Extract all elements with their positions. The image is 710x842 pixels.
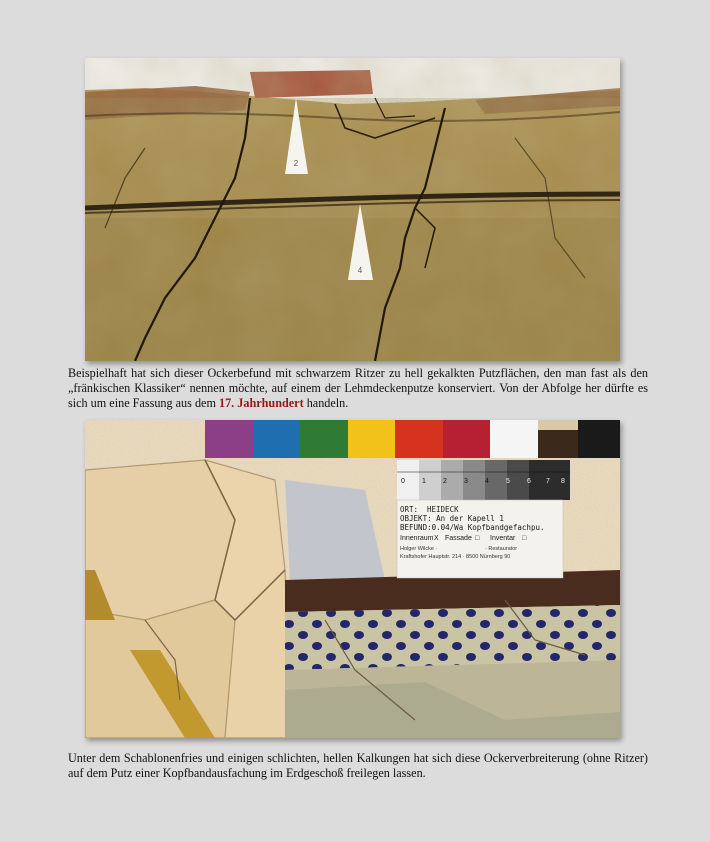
caption1-text-end: handeln.: [303, 396, 349, 410]
color-patch: [348, 420, 395, 458]
color-patch: [300, 420, 348, 458]
label-role: · Restaurator: [485, 546, 518, 552]
label-fassade: Fassade: [445, 535, 472, 542]
caption-photo2: Unter dem Schablonenfries und einigen schlichten, hellen Kalkungen hat sich diese Ockerverbreiterung (ohne Ritzer) auf dem Putz einer Kopfbandausfachung im Erdgeschoß freilegen lassen.: [68, 751, 648, 780]
color-patch: [538, 420, 578, 430]
color-patch: [443, 420, 490, 458]
color-patch: [205, 420, 253, 458]
color-patch: [538, 430, 578, 458]
label-address: Kraftshofer Hauptstr. 214 · 8500 Nürnberg 90: [400, 554, 511, 560]
photo-stencil-frieze: [85, 420, 620, 738]
color-control-bar: [205, 420, 620, 458]
caption-photo1: [68, 366, 648, 411]
photo-ochre-plaster: [85, 58, 620, 361]
color-patch: [395, 420, 443, 458]
scale-ruler: [397, 460, 570, 500]
label-befund: BEFUND:0.04/Wa Kopfbandgefachpu.: [400, 523, 545, 532]
ruler-tick: 4: [485, 478, 489, 485]
ruler-tick: 5: [506, 478, 510, 485]
ruler-tick: 2: [443, 478, 447, 485]
label-mark-x: X: [434, 535, 439, 542]
ruler-tick: 0: [401, 478, 405, 485]
caption1-text: Beispielhaft hat sich dieser Ockerbefund mit schwarzem Ritzer zu hell gekalkten Putzflächen, den man fast als den „fränkischen Klassiker“ nennen möchte, auf einem der Lehmdeckenputze konserviert. Von der Abfolge her dürfte es sich um eine Fassung aus dem: [68, 366, 648, 410]
survey-label-card: [397, 500, 563, 578]
ruler-tick: 7: [546, 478, 550, 485]
label-innenraum: Innenraum: [400, 535, 434, 542]
ruler-tick: 3: [464, 478, 468, 485]
label-box: □: [475, 535, 480, 542]
label-objekt: OBJEKT: An der Kapell 1: [400, 514, 504, 523]
photo-ochre-plaster-image: [85, 58, 620, 361]
label-ort-value: HEIDECK: [427, 505, 459, 514]
color-patch: [253, 420, 300, 458]
label-inventar: Inventar: [490, 535, 516, 542]
label-ort: ORT:: [400, 505, 419, 514]
photo-stencil-frieze-image: [85, 420, 620, 738]
color-patch: [578, 420, 620, 458]
ruler-tick: 6: [527, 478, 531, 485]
marker-number-4: 4: [357, 266, 363, 275]
label-restorer: Holger Wilcke ·: [400, 546, 438, 552]
ruler-tick: 1: [422, 478, 426, 485]
color-patch: [490, 420, 538, 458]
ruler-tick: 8: [561, 478, 565, 485]
caption1-highlight: 17. Jahrhundert: [218, 396, 304, 410]
marker-number-2: 2: [293, 159, 299, 168]
label-box: □: [522, 535, 527, 542]
